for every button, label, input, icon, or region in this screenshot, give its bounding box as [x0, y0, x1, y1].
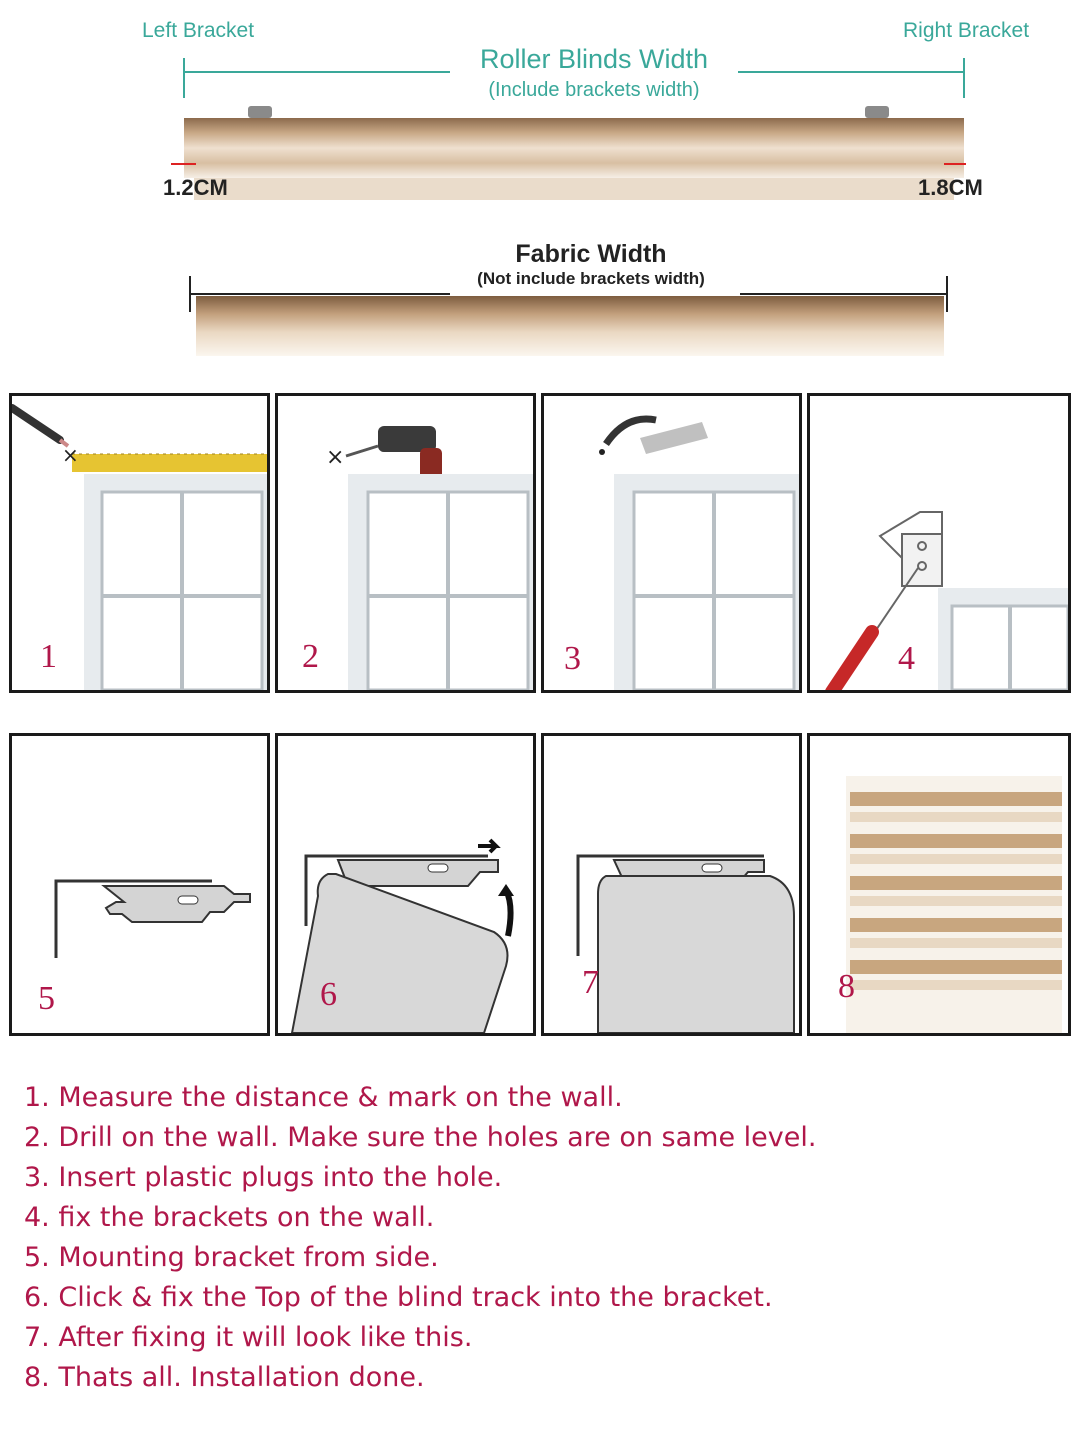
- step-number: 6: [320, 976, 337, 1013]
- step-panel-4: [807, 393, 1071, 693]
- roller-tube-lower: [194, 178, 954, 200]
- plug-illustration: [544, 396, 799, 690]
- instruction-item: 1. Measure the distance & mark on the wall.: [24, 1082, 623, 1113]
- roller-tube: [184, 118, 964, 178]
- step-number: 2: [302, 638, 319, 675]
- step-number: 3: [564, 640, 581, 677]
- left-bracket-label: Left Bracket: [142, 19, 255, 42]
- left-bracket-clip: [248, 106, 272, 118]
- step-number: 8: [838, 968, 855, 1005]
- fabric-roll: [196, 296, 944, 356]
- right-bracket-clip: [865, 106, 889, 118]
- right-gap-label: 1.8CM: [918, 175, 983, 200]
- step-panel-1: [9, 393, 270, 693]
- step-number: 5: [38, 980, 55, 1017]
- step-number: 4: [898, 640, 915, 677]
- step-panel-7: [541, 733, 802, 1036]
- screw-bracket-illustration: [810, 396, 1068, 690]
- instruction-item: 5. Mounting bracket from side.: [24, 1242, 439, 1273]
- fabric-width-title: Fabric Width: [515, 240, 667, 268]
- step-panel-6: [275, 733, 536, 1036]
- instruction-item: 6. Click & fix the Top of the blind track into the bracket.: [24, 1282, 773, 1313]
- blind-width-diagram: [0, 0, 1080, 365]
- instruction-item: 3. Insert plastic plugs into the hole.: [24, 1162, 503, 1193]
- instruction-item: 2. Drill on the wall. Make sure the holes are on same level.: [24, 1122, 817, 1153]
- step-number: 7: [582, 964, 599, 1001]
- instruction-item: 7. After fixing it will look like this.: [24, 1322, 473, 1353]
- step-number: 1: [40, 638, 57, 675]
- instruction-item: 8. Thats all. Installation done.: [24, 1362, 425, 1393]
- step-panel-2: [275, 393, 536, 693]
- step-panel-5: [9, 733, 270, 1036]
- clip-track-illustration: [278, 736, 533, 1033]
- roller-width-title: Roller Blinds Width: [479, 44, 709, 74]
- left-gap-label: 1.2CM: [163, 175, 228, 200]
- svg-text:×: ×: [62, 443, 79, 467]
- svg-text:×: ×: [326, 445, 345, 470]
- fabric-width-note: (Not include brackets width): [477, 269, 705, 288]
- step-panel-3: [541, 393, 802, 693]
- instruction-list: [24, 1078, 1064, 1398]
- step-panel-8: [807, 733, 1071, 1036]
- roller-width-note: (Include brackets width): [488, 79, 700, 101]
- instruction-item: 4. fix the brackets on the wall.: [24, 1202, 435, 1233]
- right-bracket-label: Right Bracket: [903, 19, 1030, 42]
